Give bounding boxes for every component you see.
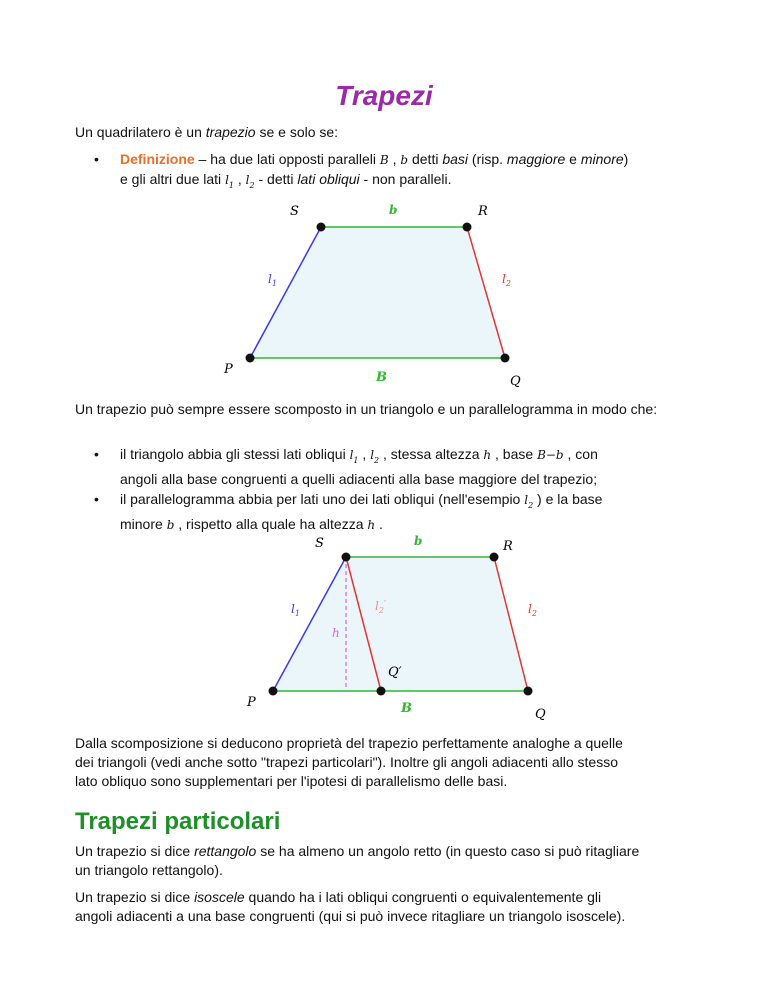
trapezoid-figure-2 (0, 530, 768, 725)
label-b: b (389, 203, 398, 217)
label-l2-prime: $l_2'$ (375, 599, 386, 615)
vertex-Q (501, 354, 510, 363)
section-heading-trapezi-particolari: Trapezi particolari (75, 808, 281, 835)
vertex-S (342, 553, 351, 562)
vertex-R (463, 223, 472, 232)
label-S: S (315, 536, 324, 551)
label-l2: $l_2$ (528, 602, 537, 618)
rettangolo-paragraph: Un trapezio si dice rettangolo se ha almeno un angolo retto (in questo caso si può ritagliare un triangolo rettangolo). (75, 843, 640, 878)
label-b: b (414, 534, 423, 548)
label-Q-prime: Q′ (388, 665, 402, 680)
label-P: P (247, 695, 256, 710)
vertex-R (490, 553, 499, 562)
label-Q: Q (535, 707, 546, 722)
vertex-P (269, 687, 278, 696)
bullet-parallelogram: il parallelogramma abbia per lati uno dei lati obliqui (nell'esempio $l_2$ ) e la base minore b , rispetto alla quale ha altezza h . (120, 491, 603, 532)
intro-text: Un quadrilatero è un trapezio se e solo se: (75, 124, 339, 140)
label-l2: $l_2$ (502, 272, 511, 288)
label-S: S (290, 204, 299, 219)
deduction-paragraph: Dalla scomposizione si deducono proprietà del trapezio perfettamente analoghe a quelle dei triangoli (vedi anche sotto "trapezi particolari"). Inoltre gli angoli adiacenti allo stesso lato obliquo sono supplementari per l'ipotesi di parallelismo delle basi. (75, 735, 623, 789)
bullet-dot: • (94, 491, 99, 507)
vertex-P (246, 354, 255, 363)
trapezoid-fill (250, 227, 505, 358)
label-B: B (401, 701, 412, 716)
vertex-Q-prime (377, 687, 386, 696)
label-l1: $l_1$ (291, 602, 300, 618)
bullet-triangle: il triangolo abbia gli stessi lati obliqui $l_1$ , $l_2$ , stessa altezza h , base B−b , con angoli alla base congruenti a quelli adiacenti alla base maggiore del trapezio; (120, 446, 598, 487)
label-R: R (503, 539, 513, 554)
definition-label: Definizione (120, 151, 195, 167)
label-R: R (478, 204, 488, 219)
vertex-Q (524, 687, 533, 696)
label-h: h (332, 626, 340, 640)
trapezoid-figure-1 (0, 195, 768, 395)
bullet-dot: • (94, 151, 99, 167)
label-P: P (224, 362, 233, 377)
definition-text: Definizione – ha due lati opposti paralleli B , b detti basi (risp. maggiore e minore) e gli altri due lati $l_1$ , $l_2$ - detti lati obliqui - non paralleli. (120, 151, 629, 190)
label-Q: Q (510, 374, 521, 389)
decomposition-text: Un trapezio può sempre essere scomposto in un triangolo e un parallelogramma in modo che: (75, 401, 658, 417)
page-title: Trapezi (335, 80, 433, 111)
label-B: B (376, 370, 387, 385)
isoscele-paragraph: Un trapezio si dice isoscele quando ha i lati obliqui congruenti o equivalentemente gli angoli adiacenti a una base congruenti (qui si può invece ritagliare un triangolo isoscele). (75, 889, 626, 924)
label-l1: $l_1$ (268, 272, 277, 288)
vertex-S (317, 223, 326, 232)
bullet-dot: • (94, 446, 99, 462)
